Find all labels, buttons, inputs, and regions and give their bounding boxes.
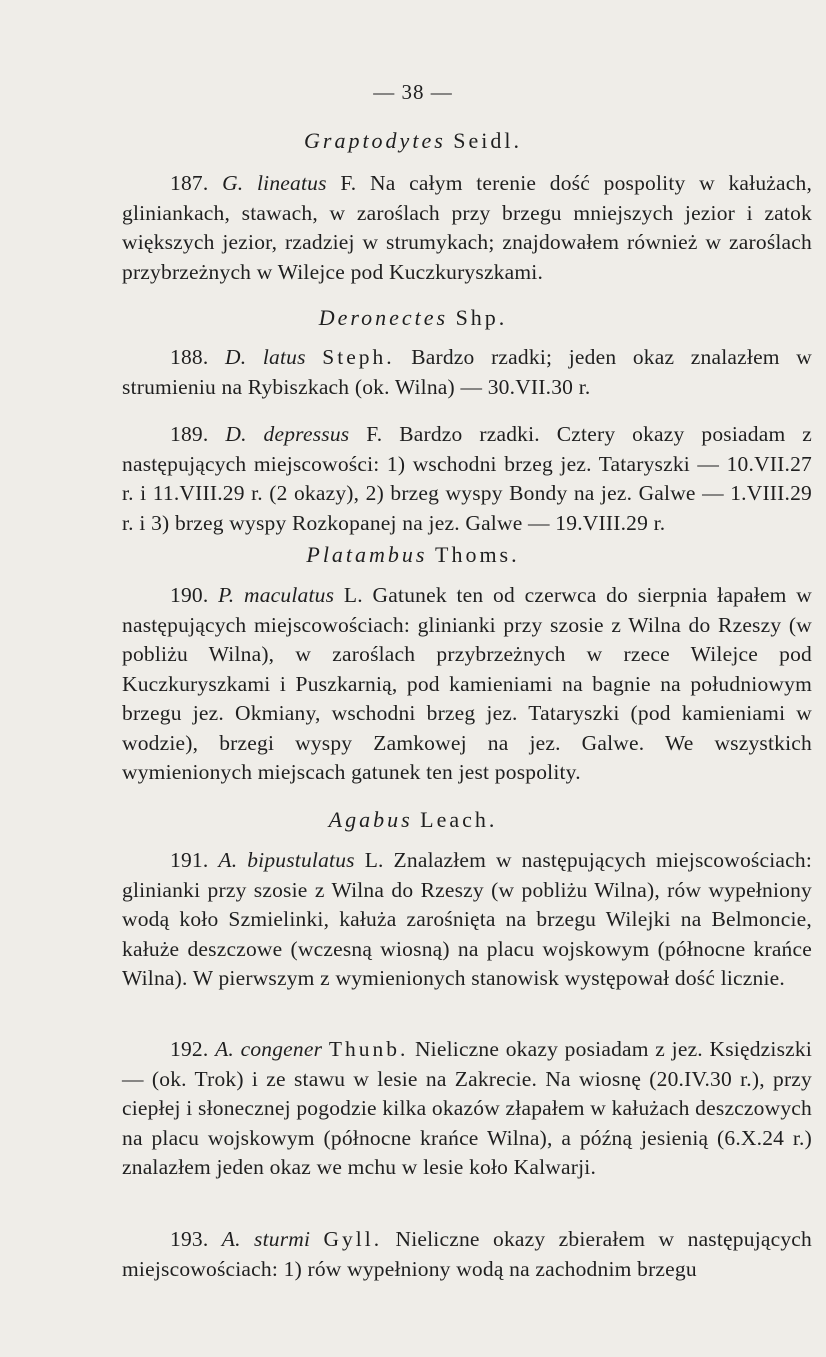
genus-author: Shp.	[455, 305, 508, 330]
entry-text: Bardzo rzadki; jeden okaz znalazłem w strumieniu na Rybiszkach (ok. Wilna) — 30.VII.30 r.	[122, 345, 813, 399]
genus-author: Seidl.	[453, 128, 522, 153]
entry-192	[122, 1035, 812, 1183]
species-author: Thunb.	[328, 1037, 409, 1061]
genus-name: Agabus	[328, 807, 413, 832]
entry-number: 190.	[170, 583, 209, 607]
species-name: A. bipustulatus	[218, 848, 355, 872]
species-name: D. latus	[225, 345, 306, 369]
species-name: D. depressus	[225, 422, 350, 446]
genus-heading-deronectes	[0, 305, 826, 331]
entry-191	[122, 846, 812, 994]
entry-number: 193.	[170, 1227, 209, 1251]
genus-name: Deronectes	[318, 305, 449, 330]
entry-text: Gatunek ten od czerwca do sierpnia łapałem w następujących miejscowościach: glinianki przy szosie z Wilna do Rzeszy (w pobliżu Wilna), w zaroślach przybrzeżnych w rzece Wilejce pod Kuczkuryszkami i Puszkarnią, pod kamieniami na bagnie na południowym brzegu jez. Okmiany, wschodni brzeg jez. Tataryszki (pod kamieniami w wodzie), brzegi wyspy Zamkowej na jez. Galwe. We wszystkich wymienionych miejscach gatunek ten jest pospolity.	[122, 583, 813, 784]
genus-author: Thoms.	[435, 542, 520, 567]
genus-author: Leach.	[420, 807, 498, 832]
species-author: Steph.	[322, 345, 395, 369]
entry-number: 191.	[170, 848, 209, 872]
entry-text: Nieliczne okazy zbierałem w następujących miejscowościach: 1) rów wypełniony wodą na zachodnim brzegu	[122, 1227, 812, 1281]
entry-number: 189.	[170, 422, 209, 446]
entry-189	[122, 420, 812, 538]
species-name: A. congener	[215, 1037, 323, 1061]
entry-text: Nieliczne okazy posiadam z jez. Księdziszki — (ok. Trok) i ze stawu w lesie na Zakrecie. Na wiosnę (20.IV.30 r.), przy ciepłej i słonecznej pogodzie kilka okazów złapałem w kałużach deszczowych na placu wojskowym (północne krańce Wilna), a późną jesienią (6.X.24 r.) znalazłem jeden okaz we mchu w lesie koło Kalwarji.	[122, 1037, 813, 1179]
entry-number: 188.	[170, 345, 209, 369]
entry-text: Znalazłem w następujących miejscowościach: glinianki przy szosie z Wilna do Rzeszy (w pobliżu Wilna), rów wypełniony wodą koło Szmielinki, kałuża zarośnięta na brzegu Wilejki na Belmoncie, kałuże deszczowe (wczesną wiosną) na placu wojskowym (północne krańce Wilna). W pierwszym z wymienionych stanowisk występował dość licznie.	[122, 848, 813, 990]
page-number: — 38 —	[373, 80, 453, 104]
entry-text: Bardzo rzadki. Cztery okazy posiadam z następujących miejscowości: 1) wschodni brzeg jez. Tataryszki — 10.VII.27 r. i 11.VIII.29 r. (2 okazy), 2) brzeg wyspy Bondy na jez. Galwe — 1.VIII.29 r. i 3) brzeg wyspy Rozkopanej na jez. Galwe — 19.VIII.29 r.	[122, 422, 813, 535]
species-author: F.	[340, 171, 357, 195]
species-author: F.	[366, 422, 383, 446]
genus-heading-agabus	[0, 807, 826, 833]
species-name: A. sturmi	[221, 1227, 311, 1251]
genus-heading-platambus	[0, 542, 826, 568]
entry-number: 187.	[170, 171, 209, 195]
genus-heading-graptodytes	[0, 128, 826, 154]
entry-188	[122, 343, 812, 402]
genus-name: Graptodytes	[304, 128, 446, 153]
species-name: G. lineatus	[222, 171, 327, 195]
entry-number: 192.	[170, 1037, 209, 1061]
entry-187	[122, 169, 812, 287]
genus-name: Platambus	[306, 542, 428, 567]
entry-text: Na całym terenie dość pospolity w kałużach, gliniankach, stawach, w zaroślach przy brzegu mniejszych jezior i zatok większych jezior, rzadziej w strumykach; znajdowałem również w zaroślach przybrzeżnych w Wilejce pod Kuczkuryszkami.	[122, 171, 813, 284]
entry-193	[122, 1225, 812, 1284]
entry-190	[122, 581, 812, 788]
species-author: L.	[343, 583, 363, 607]
species-name: P. maculatus	[218, 583, 335, 607]
species-author: L.	[364, 848, 384, 872]
species-author: Gyll.	[323, 1227, 383, 1251]
